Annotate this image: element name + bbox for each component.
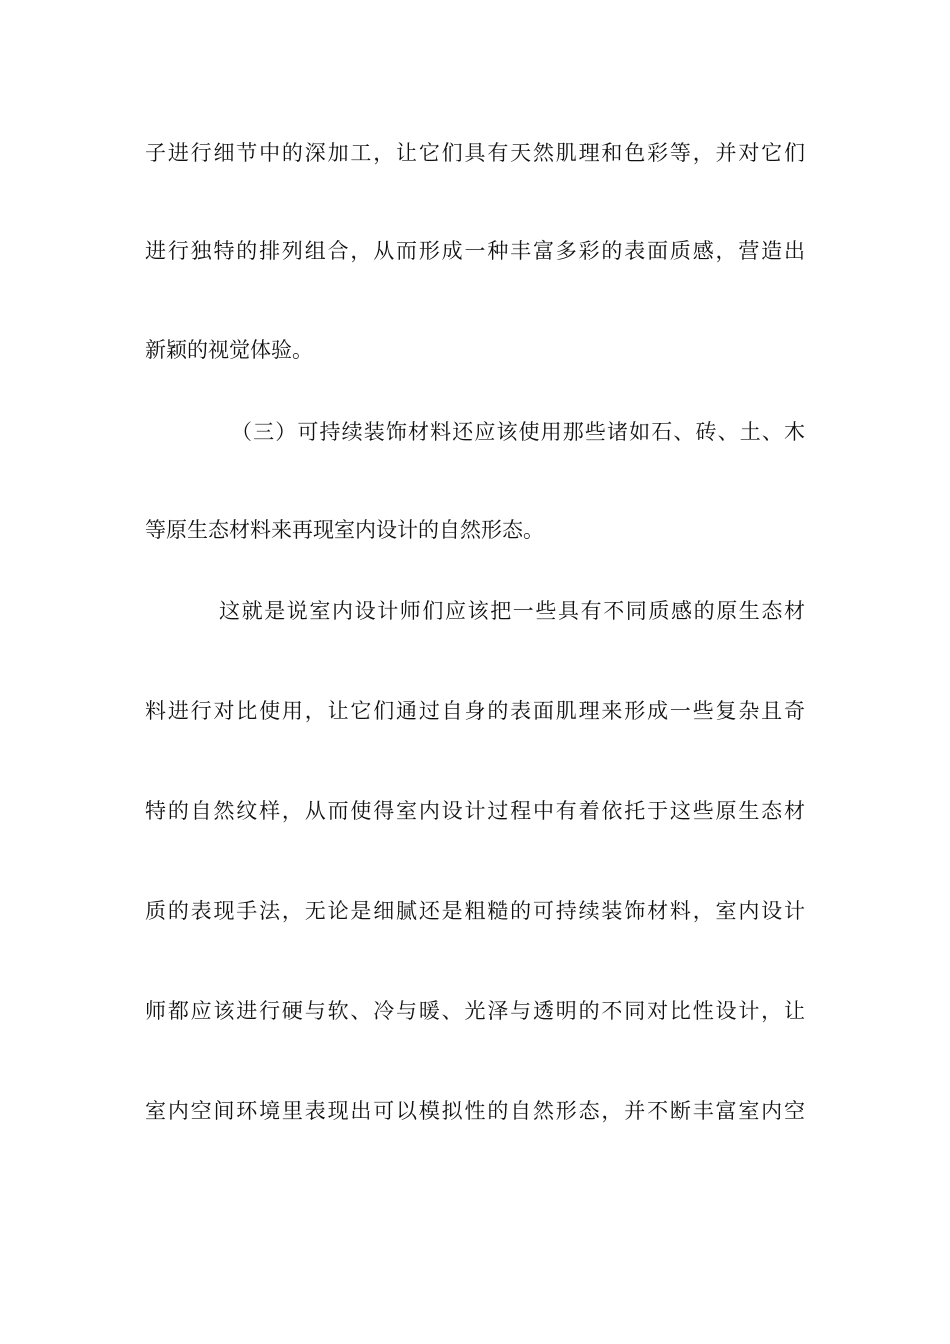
section-heading-line: （三）可持续装饰材料还应该使用那些诸如石、砖、土、木 (231, 420, 805, 444)
body-text-line: 新颖的视觉体验。 (145, 338, 313, 362)
body-text-line: 师都应该进行硬与软、冷与暖、光泽与透明的不同对比性设计，让 (145, 999, 805, 1023)
body-text-line: 这就是说室内设计师们应该把一些具有不同质感的原生态材 (219, 599, 805, 623)
body-text-line: 特的自然纹样，从而使得室内设计过程中有着依托于这些原生态材 (145, 799, 805, 823)
body-text-line: 进行独特的排列组合，从而形成一种丰富多彩的表面质感，营造出 (145, 239, 805, 263)
body-text-line: 料进行对比使用，让它们通过自身的表面肌理来形成一些复杂且奇 (145, 699, 805, 723)
body-text-line: 室内空间环境里表现出可以模拟性的自然形态，并不断丰富室内空 (145, 1099, 805, 1123)
section-heading-line: 等原生态材料来再现室内设计的自然形态。 (145, 518, 544, 542)
body-text-line: 子进行细节中的深加工，让它们具有天然肌理和色彩等，并对它们 (145, 141, 805, 165)
body-text-line: 质的表现手法，无论是细腻还是粗糙的可持续装饰材料，室内设计 (145, 899, 805, 923)
